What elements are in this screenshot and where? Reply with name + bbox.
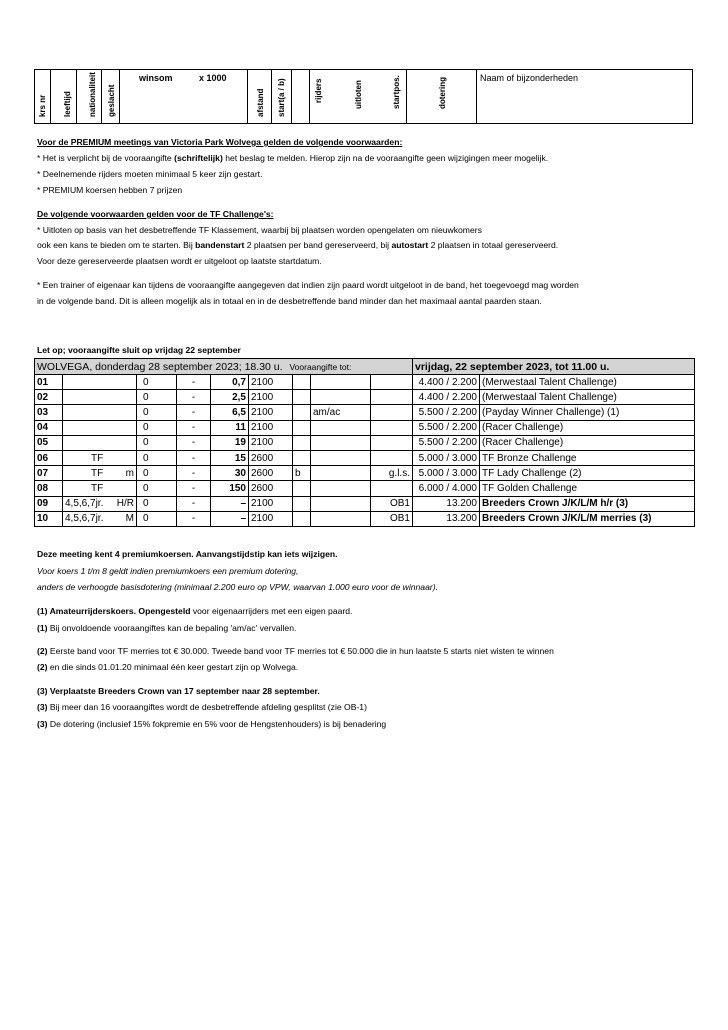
race-start-type (293, 496, 311, 511)
race-class (63, 375, 137, 390)
race-name: (Merwestaal Talent Challenge) (480, 375, 695, 390)
race-dotering: 5.500 / 2.200 (413, 420, 480, 435)
race-name: (Racer Challenge) (480, 420, 695, 435)
table-row (35, 405, 695, 420)
race-distance: 2100 (249, 435, 293, 450)
col-naam: Naam of bijzonderheden (480, 73, 579, 83)
note-basis-dotering: anders de verhoogde basisdotering (minimaal 2.200 euro op VPW, waarvan 1.000 euro voor de winnaar). (37, 582, 438, 592)
note-premium-count: Deze meeting kent 4 premiumkoersen. Aanvangstijdstip kan iets wijzigen. (37, 549, 338, 559)
tf-line-3: Voor deze gereserveerde plaatsen wordt er uitgeloot op laatste startdatum. (37, 256, 322, 266)
race-max-winsom: 6,5 (211, 405, 249, 420)
race-class (63, 435, 137, 450)
race-class (63, 511, 137, 526)
race-riders (311, 466, 371, 481)
tf-line-1: * Uitloten op basis van het desbetreffende TF Klassement, waarbij bij plaatsen worden opengelaten om nieuwkomers (37, 225, 482, 235)
race-dotering: 5.500 / 2.200 (413, 405, 480, 420)
race-number: 01 (35, 375, 63, 390)
race-age-class: 4,5,6,7jr. (65, 498, 104, 510)
race-number: 04 (35, 420, 63, 435)
col-start: start(a / b) (277, 78, 286, 117)
race-uitloten (371, 375, 413, 390)
race-min-winsom: 0 (137, 466, 177, 481)
race-dash: - (177, 375, 211, 390)
race-riders (311, 496, 371, 511)
race-dotering: 13.200 (413, 496, 480, 511)
race-start-type (293, 450, 311, 465)
race-riders: am/ac (311, 405, 371, 420)
col-uitloten: uitloten (354, 80, 363, 109)
meeting-cell (35, 359, 413, 375)
race-dotering: 4.400 / 2.200 (413, 390, 480, 405)
race-table-header (35, 359, 695, 375)
race-table (34, 358, 695, 527)
table-row (35, 420, 695, 435)
race-class (63, 466, 137, 481)
race-class (63, 390, 137, 405)
race-name: TF Golden Challenge (480, 481, 695, 496)
premium-line-3: * PREMIUM koersen hebben 7 prijzen (37, 185, 183, 195)
race-uitloten (371, 481, 413, 496)
divider (406, 70, 407, 123)
col-geslacht: geslacht (107, 84, 116, 117)
race-class (63, 450, 137, 465)
race-age-class: TF (91, 467, 104, 479)
col-startpos: startpos. (392, 75, 401, 109)
race-uitloten (371, 390, 413, 405)
race-riders (311, 481, 371, 496)
race-max-winsom: 150 (211, 481, 249, 496)
vooraangifte-label: Vooraangifte tot: (289, 361, 352, 372)
col-x1000: x 1000 (199, 73, 227, 83)
race-start-type (293, 420, 311, 435)
tf-line-5: in de volgende band. Dit is alleen mogelijk als in totaal en in de desbetreffende band minder dan het maximaal aantal paarden staan. (37, 296, 542, 306)
race-min-winsom: 0 (137, 390, 177, 405)
race-class (63, 420, 137, 435)
race-number: 06 (35, 450, 63, 465)
race-age-class: TF (91, 452, 104, 464)
race-sex: H/R (116, 498, 134, 510)
col-afstand: afstand (256, 88, 265, 117)
race-start-type (293, 375, 311, 390)
race-name: (Payday Winner Challenge) (1) (480, 405, 695, 420)
race-number: 05 (35, 435, 63, 450)
col-krs-nr: krs nr (38, 94, 47, 117)
race-distance: 2100 (249, 390, 293, 405)
race-class (63, 496, 137, 511)
race-distance: 2100 (249, 496, 293, 511)
meeting-title: WOLVEGA, donderdag 28 september 2023; 18.30 u. (37, 360, 283, 373)
tf-line-4: * Een trainer of eigenaar kan tijdens de vooraangifte aangegeven dat indien zijn paard wordt uitgeloot in de band, het toegevoegd mag worden (37, 280, 579, 290)
race-start-type (293, 390, 311, 405)
closing-notice: Let op; vooraangifte sluit op vrijdag 22 september (37, 345, 241, 355)
race-name: Breeders Crown J/K/L/M merries (3) (480, 511, 695, 526)
race-max-winsom: 0,7 (211, 375, 249, 390)
race-distance: 2600 (249, 481, 293, 496)
race-dotering: 6.000 / 4.000 (413, 481, 480, 496)
premium-heading: Voor de PREMIUM meetings van Victoria Park Wolvega gelden de volgende voorwaarden: (37, 137, 403, 147)
race-min-winsom: 0 (137, 435, 177, 450)
divider (476, 70, 477, 123)
divider (291, 70, 292, 123)
race-number: 02 (35, 390, 63, 405)
note-premium-dotering: Voor koers 1 t/m 8 geldt indien premiumkoers een premium dotering, (37, 566, 299, 576)
table-row (35, 496, 695, 511)
col-dotering: dotering (438, 77, 447, 109)
col-nationaliteit: nationaliteit (88, 72, 97, 117)
race-class (63, 405, 137, 420)
note-3c: (3) De dotering (inclusief 15% fokpremie en 5% voor de Hengstenhouders) is bij benadering (37, 719, 387, 729)
race-max-winsom: 30 (211, 466, 249, 481)
race-sex: M (125, 513, 134, 525)
col-rijders: rijders (314, 78, 323, 103)
race-uitloten: g.l.s. (371, 466, 413, 481)
race-number: 10 (35, 511, 63, 526)
race-max-winsom: – (211, 496, 249, 511)
race-start-type (293, 481, 311, 496)
race-distance: 2100 (249, 405, 293, 420)
race-dash: - (177, 390, 211, 405)
race-min-winsom: 0 (137, 511, 177, 526)
race-age-class: TF (91, 482, 104, 494)
race-dash: - (177, 420, 211, 435)
race-sex: m (125, 467, 134, 479)
column-header-table (34, 69, 693, 124)
tf-line-2: ook een kans te bieden om te starten. Bij bandenstart 2 plaatsen per band gereserveerd, bij autostart 2 plaatsen in totaal gereserveerd. (37, 240, 559, 250)
note-3b: (3) Bij meer dan 16 vooraangiftes wordt de desbetreffende afdeling gesplitst (zie OB-1) (37, 702, 367, 712)
race-number: 08 (35, 481, 63, 496)
table-row (35, 375, 695, 390)
race-dash: - (177, 496, 211, 511)
table-row (35, 481, 695, 496)
table-row (35, 390, 695, 405)
race-max-winsom: 19 (211, 435, 249, 450)
race-distance: 2600 (249, 466, 293, 481)
race-dotering: 5.000 / 3.000 (413, 450, 480, 465)
divider (101, 70, 102, 123)
race-riders (311, 450, 371, 465)
race-dash: - (177, 481, 211, 496)
race-uitloten (371, 450, 413, 465)
race-name: (Merwestaal Talent Challenge) (480, 390, 695, 405)
race-min-winsom: 0 (137, 375, 177, 390)
race-class (63, 481, 137, 496)
race-dotering: 5.000 / 3.000 (413, 466, 480, 481)
table-row (35, 450, 695, 465)
premium-line-1: * Het is verplicht bij de vooraangifte (schriftelijk) het beslag te melden. Hierop zijn na de vooraangifte geen wijzigingen meer mogelijk. (37, 153, 549, 163)
race-min-winsom: 0 (137, 481, 177, 496)
divider (50, 70, 51, 123)
race-max-winsom: 15 (211, 450, 249, 465)
table-row (35, 435, 695, 450)
divider (271, 70, 272, 123)
divider (309, 70, 310, 123)
col-leeftijd: leeftijd (63, 91, 72, 117)
race-dash: - (177, 466, 211, 481)
race-uitloten (371, 435, 413, 450)
note-2b: (2) en die sinds 01.01.20 minimaal één keer gestart zijn op Wolvega. (37, 662, 299, 672)
race-riders (311, 375, 371, 390)
race-start-type: b (293, 466, 311, 481)
race-distance: 2100 (249, 511, 293, 526)
race-uitloten (371, 420, 413, 435)
race-dash: - (177, 405, 211, 420)
race-max-winsom: 2,5 (211, 390, 249, 405)
race-dotering: 13.200 (413, 511, 480, 526)
race-uitloten (371, 405, 413, 420)
race-riders (311, 435, 371, 450)
note-3a: (3) Verplaatste Breeders Crown van 17 september naar 28 september. (37, 686, 320, 696)
race-dash: - (177, 435, 211, 450)
race-max-winsom: – (211, 511, 249, 526)
race-riders (311, 420, 371, 435)
race-min-winsom: 0 (137, 420, 177, 435)
vooraangifte-date: vrijdag, 22 september 2023, tot 11.00 u. (413, 359, 695, 375)
race-dotering: 5.500 / 2.200 (413, 435, 480, 450)
race-dash: - (177, 511, 211, 526)
race-name: TF Bronze Challenge (480, 450, 695, 465)
divider (119, 70, 120, 123)
race-max-winsom: 11 (211, 420, 249, 435)
race-number: 07 (35, 466, 63, 481)
race-distance: 2100 (249, 420, 293, 435)
race-distance: 2600 (249, 450, 293, 465)
table-row (35, 511, 695, 526)
table-row (35, 466, 695, 481)
race-age-class: 4,5,6,7jr. (65, 513, 104, 525)
race-uitloten: OB1 (371, 496, 413, 511)
divider (76, 70, 77, 123)
race-dotering: 4.400 / 2.200 (413, 375, 480, 390)
race-min-winsom: 0 (137, 496, 177, 511)
tf-heading: De volgende voorwaarden gelden voor de TF Challenge's: (37, 209, 274, 219)
race-number: 09 (35, 496, 63, 511)
race-distance: 2100 (249, 375, 293, 390)
note-2a: (2) Eerste band voor TF merries tot € 30.000. Tweede band voor TF merries tot € 50.000 die in hun laatste 5 starts niet wisten te winnen (37, 646, 554, 656)
note-1b: (1) Bij onvoldoende vooraangiftes kan de bepaling 'am/ac' vervallen. (37, 623, 297, 633)
race-min-winsom: 0 (137, 405, 177, 420)
race-name: Breeders Crown J/K/L/M h/r (3) (480, 496, 695, 511)
race-start-type (293, 435, 311, 450)
race-name: (Racer Challenge) (480, 435, 695, 450)
note-1a: (1) Amateurrijderskoers. Opengesteld voor eigenaarrijders met een eigen paard. (37, 606, 353, 616)
race-riders (311, 511, 371, 526)
race-start-type (293, 405, 311, 420)
premium-line-2: * Deelnemende rijders moeten minimaal 5 keer zijn gestart. (37, 169, 263, 179)
divider (247, 70, 248, 123)
race-dash: - (177, 450, 211, 465)
race-riders (311, 390, 371, 405)
col-winsom: winsom (139, 73, 173, 83)
race-start-type (293, 511, 311, 526)
race-number: 03 (35, 405, 63, 420)
race-uitloten: OB1 (371, 511, 413, 526)
race-name: TF Lady Challenge (2) (480, 466, 695, 481)
race-min-winsom: 0 (137, 450, 177, 465)
